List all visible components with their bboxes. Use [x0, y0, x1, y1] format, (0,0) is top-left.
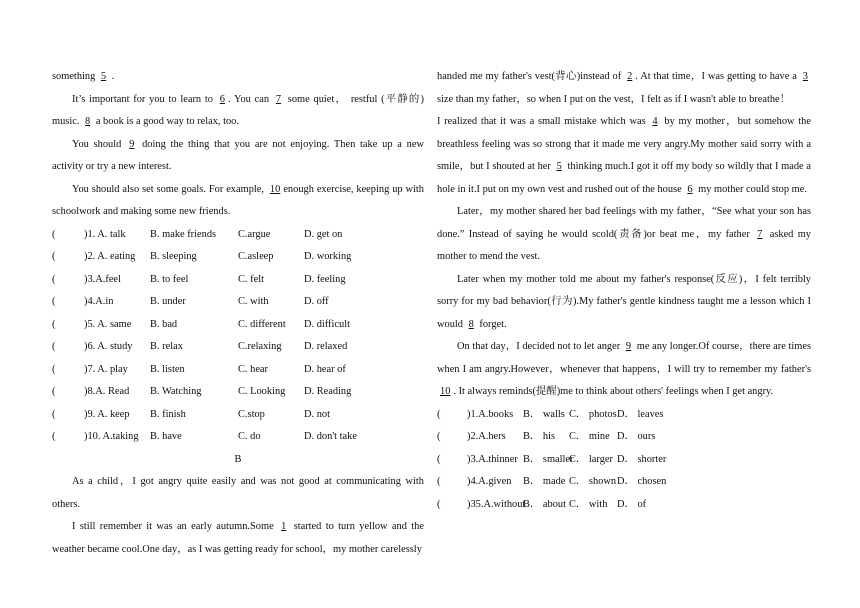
option-row: ( )3.A.thinner B． smaller C． larger D． shorter	[437, 453, 667, 465]
left-column	[52, 66, 424, 561]
passage-b-continued: handed me my father's vest(背心)instead of 2 . At that time，I was getting to have a 3 size than my father，so when I put on the vest，I felt as if I wasn't able to breathe！	[437, 66, 811, 111]
blank-b2: 2	[627, 71, 633, 82]
option-row: ( )7. A. play B. listen C. hear D. hear of	[52, 363, 346, 375]
blank-5: 5	[100, 71, 107, 82]
option-row: ( )9. A. keep B. finish C.stop D. not	[52, 408, 330, 420]
blank-b6: 6	[687, 183, 693, 195]
passage-a-paragraph: You should also set some goals. For example, 10 enough exercise, keeping up with schoolwork and making some new friends.	[52, 183, 424, 217]
blank-b8: 8	[468, 318, 474, 330]
blank-7: 7	[275, 93, 282, 105]
blank-8: 8	[85, 116, 91, 127]
option-row: ( )1.A.books B． walls C． photos D． leaves	[437, 408, 664, 420]
blank-b1: 1	[281, 521, 287, 532]
passage-a-paragraph: It’s important for you to learn to 6 . You can 7 some quiet， restful (平静的) music. 8 a book is a good way to relax, too.	[52, 93, 424, 127]
option-row: ( )2. A. eating B. sleeping C.asleep D. working	[52, 251, 352, 262]
option-row: ( )5. A. same B. bad C. different D. difficult	[52, 318, 350, 330]
section-heading-b: B	[234, 453, 242, 465]
options-list-a	[52, 224, 424, 449]
passage-b-paragraph: Later，my mother shared her bad feelings with my father，“See what your son has done.” Instead of saying he would scold(责备)or beat me，my father 7 asked my mother to mend the vest.	[437, 206, 811, 262]
blank-6: 6	[219, 93, 225, 105]
blank-b5: 5	[556, 161, 562, 172]
options-list-b	[437, 404, 811, 517]
blank-b3: 3	[802, 71, 808, 82]
passage-b-paragraph: I realized that it was a small mistake which was 4 by my mother，but somehow the breathless feeling was so strong that it made me very angry.My mother said sorry with a smile，but I shouted at her 5 thinking much.I got it off my body so wildly that I made a hole in it.I put on my own vest and rushed out of the house 6 my mother could stop me.	[437, 116, 811, 195]
blank-10: 10	[269, 183, 281, 195]
option-row: ( )1. A. talk B. make friends C.argue D. get on	[52, 228, 343, 240]
blank-b10: 10	[440, 386, 451, 397]
option-row: ( )8.A. Read B. Watching C. Looking D. Reading	[52, 386, 352, 397]
passage-a-continued: something 5 .	[52, 71, 115, 82]
option-row: ( )6. A. study B. relax C.relaxing D. relaxed	[52, 341, 348, 352]
option-row: ( )35.A.without B． about C． with D． of	[437, 498, 647, 510]
passage-b-paragraph: As a child，I got angry quite easily and was not good at communicating with others.	[52, 476, 424, 510]
passage-b-paragraph: Later when my mother told me about my father's response(反应)，I felt terribly sorry for my bad behavior(行为).My father's gentle kindness taught me a lesson which I would 8 forget.	[437, 273, 811, 330]
passage-b-paragraph: On that day，I decided not to let anger 9 me any longer.Of course，there are times when I am angry.However，whenever that happens，I will try to remember my father's 10 . It always reminds(提醒)me to think about others' feelings when I get angry.	[437, 341, 811, 397]
right-column	[437, 66, 811, 516]
option-row: ( )10. A.taking B. have C. do D. don't take	[52, 431, 357, 442]
blank-b7: 7	[757, 228, 763, 240]
passage-a-paragraph: You should 9 doing the thing that you are not enjoying. Then take up a new activity or try a new interest.	[52, 138, 424, 172]
option-row: ( )4.A.in B. under C. with D. off	[52, 296, 329, 307]
option-row: ( )2.A.hers B． his C． mine D． ours	[437, 431, 656, 442]
option-row: ( )3.A.feel B. to feel C. felt D. feeling	[52, 273, 346, 285]
blank-b9: 9	[625, 341, 632, 352]
blank-9: 9	[129, 138, 135, 150]
blank-b4: 4	[652, 116, 658, 127]
passage-b-paragraph: I still remember it was an early autumn.Some 1 started to turn yellow and the weather became cool.One day，as I was getting ready for school，my mother carelessly	[52, 521, 424, 555]
option-row: ( )4.A.given B． made C． shown D． chosen	[437, 476, 667, 487]
